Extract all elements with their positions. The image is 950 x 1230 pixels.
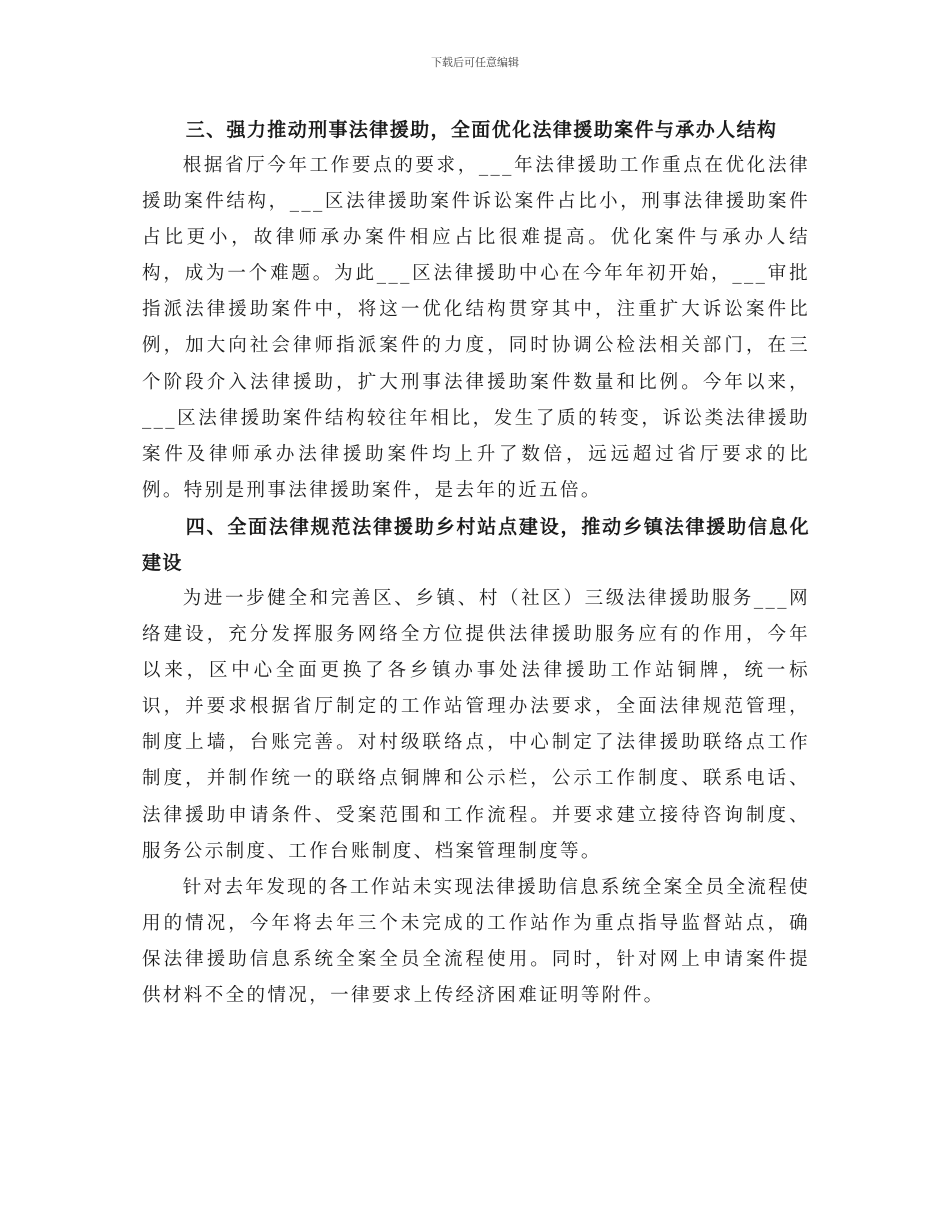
section-heading-4: 四、全面法律规范法律援助乡村站点建设，推动乡镇法律援助信息化建设 — [142, 515, 810, 574]
page-header: 下载后可任意编辑 — [431, 56, 519, 69]
section-heading-3: 三、强力推动刑事法律援助，全面优化法律援助案件与承办人结构 — [185, 119, 778, 141]
section-4-paragraph-2: 针对去年发现的各工作站未实现法律援助信息系统全案全员全流程使用的情况，今年将去年三个未完成的工作站作为重点指导监督站点，确保法律援助信息系统全案全员全流程使用。同时，针对网上申请案件提供材料不全的情况，一律要求上传经济困难证明等附件。 — [142, 876, 810, 1006]
document-body — [142, 112, 810, 1014]
section-3-paragraph-1: 根据省厅今年工作要点的要求，___年法律援助工作重点在优化法律援助案件结构，___区法律援助案件诉讼案件占比小，刑事法律援助案件占比更小，故律师承办案件相应占比很难提高。优化案件与承办人结构，成为一个难题。为此___区法律援助中心在今年年初开始，___审批指派法律援助案件中，将这一优化结构贯穿其中，注重扩大诉讼案件比例，加大向社会律师指派案件的力度，同时协调公检法相关部门，在三个阶段介入法律援助，扩大刑事法律援助案件数量和比例。今年以来，___区法律援助案件结构较往年相比，发生了质的转变，诉讼类法律援助案件及律师承办法律援助案件均上升了数倍，远远超过省厅要求的比例。特别是刑事法律援助案件，是去年的近五倍。 — [142, 155, 810, 501]
section-4-paragraph-1: 为进一步健全和完善区、乡镇、村（社区）三级法律援助服务___网络建设，充分发挥服务网络全方位提供法律援助服务应有的作用，今年以来，区中心全面更换了各乡镇办事处法律援助工作站铜牌，统一标识，并要求根据省厅制定的工作站管理办法要求，全面法律规范管理，制度上墙，台账完善。对村级联络点，中心制定了法律援助联络点工作制度，并制作统一的联络点铜牌和公示栏，公示工作制度、联系电话、法律援助申请条件、受案范围和工作流程。并要求建立接待咨询制度、服务公示制度、工作台账制度、档案管理制度等。 — [142, 587, 810, 862]
